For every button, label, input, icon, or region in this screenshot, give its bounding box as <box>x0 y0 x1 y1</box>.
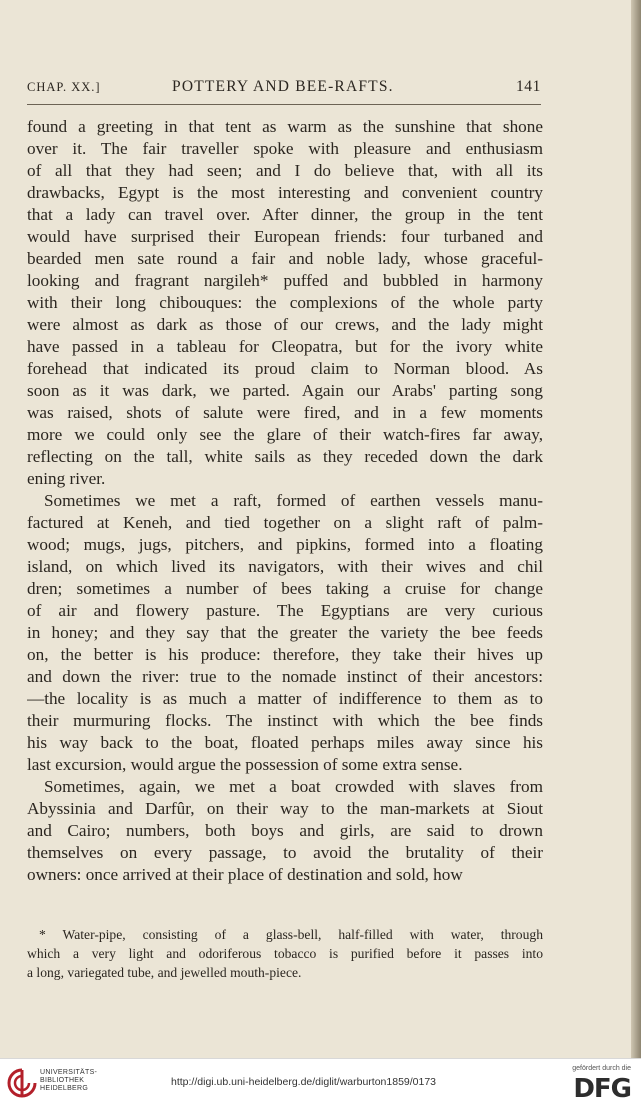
body-text <box>27 116 543 886</box>
text-line: would have surprised their European friends: four turbaned and <box>27 227 543 246</box>
text-line: his way back to the boat, floated perhaps miles away since his <box>27 733 543 752</box>
text-line: Abyssinia and Darfûr, on their way to the man-markets at Siout <box>27 799 543 818</box>
text-line: dren; sometimes a number of bees taking a cruise for change <box>27 579 543 598</box>
text-line: themselves on every passage, to avoid the brutality of their <box>27 843 543 862</box>
text-line: wood; mugs, jugs, pitchers, and pipkins, formed into a floating <box>27 535 543 554</box>
text-line: found a greeting in that tent as warm as the sunshine that shone <box>27 117 543 136</box>
page-number: 141 <box>515 78 541 95</box>
text-line: and Cairo; numbers, both boys and girls, are said to drown <box>27 821 543 840</box>
text-line: in honey; and they say that the greater the variety the bee feeds <box>27 623 543 642</box>
text-line: were almost as dark as those of our crews, and the lady might <box>27 315 543 334</box>
text-line: more we could only see the glare of their watch-fires far away, <box>27 425 543 444</box>
text-line: reflecting on the tall, white sails as they receded down the dark <box>27 447 543 466</box>
text-line: with their long chibouques: the complexions of the whole party <box>27 293 543 312</box>
university-library-logo-icon[interactable] <box>6 1067 38 1099</box>
text-line: owners: once arrived at their place of destination and sold, how <box>27 865 463 884</box>
text-line: soon as it was dark, we parted. Again our Arabs' parting song <box>27 381 543 400</box>
text-line: Sometimes, again, we met a boat crowded with slaves from <box>44 777 543 796</box>
dfg-logo[interactable]: DFG <box>573 1074 631 1104</box>
text-line: forehead that indicated its proud claim to Norman blood. As <box>27 359 543 378</box>
text-line: factured at Keneh, and tied together on a slight raft of palm- <box>27 513 543 532</box>
library-name: UNIVERSITÄTS- BIBLIOTHEK HEIDELBERG <box>40 1069 98 1092</box>
page-edge <box>631 0 641 1058</box>
footnote-line: a long, variegated tube, and jewelled mouth-piece. <box>27 965 302 980</box>
text-line: was raised, shots of salute were fired, and in a few moments <box>27 403 543 422</box>
header-rule <box>27 104 541 105</box>
text-line: —the locality is as much a matter of indifference to them as to <box>27 689 543 708</box>
text-line: looking and fragrant nargileh* puffed and bubbled in harmony <box>27 271 543 290</box>
permalink[interactable]: http://digi.ub.uni-heidelberg.de/diglit/warburton1859/0173 <box>171 1076 437 1088</box>
text-line: their murmuring flocks. The instinct with which the bee finds <box>27 711 543 730</box>
text-line: ening river. <box>27 469 106 488</box>
text-line: last excursion, would argue the possession of some extra sense. <box>27 755 463 774</box>
funder-caption: gefördert durch die <box>572 1065 631 1072</box>
text-line: have passed in a tableau for Cleopatra, but for the ivory white <box>27 337 543 356</box>
footnote <box>27 925 543 982</box>
chapter-label: CHAP. XX.] <box>27 80 101 94</box>
text-line: that a lady can travel over. After dinner, the group in the tent <box>27 205 543 224</box>
text-line: bearded men sate round a fair and noble lady, whose graceful- <box>27 249 543 268</box>
viewer-footer <box>0 1058 641 1106</box>
running-head <box>27 78 541 100</box>
footnote-line: which a very light and odoriferous tobacco is purified before it passes into <box>27 946 543 961</box>
footnote-line: * Water-pipe, consisting of a glass-bell, half-filled with water, through <box>39 927 543 942</box>
text-line: on, the better is his produce: therefore, they take their hives up <box>27 645 543 664</box>
text-line: drawbacks, Egypt is the most interesting and convenient country <box>27 183 543 202</box>
text-line: of air and flowery pasture. The Egyptians are very curious <box>27 601 543 620</box>
text-line: and down the river: true to the nomade instinct of their ancestors: <box>27 667 543 686</box>
text-line: island, on which lived its navigators, with their wives and chil <box>27 557 543 576</box>
text-line: Sometimes we met a raft, formed of earthen vessels manu- <box>44 491 543 510</box>
running-title: POTTERY AND BEE-RAFTS. <box>172 78 394 95</box>
text-line: of all that they had seen; and I do believe that, with all its <box>27 161 543 180</box>
text-line: over it. The fair traveller spoke with pleasure and enthusiasm <box>27 139 543 158</box>
